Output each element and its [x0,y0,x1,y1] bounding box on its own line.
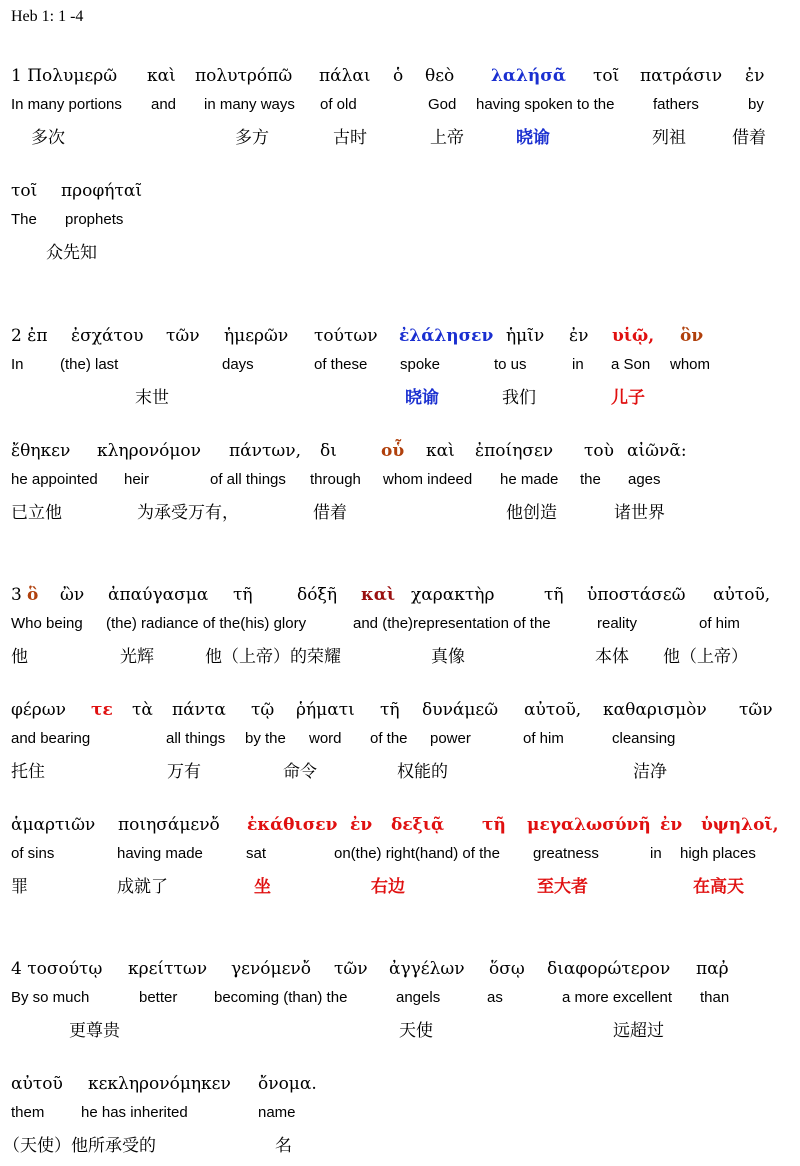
greek-word: τοῖ [11,181,38,201]
english-gloss: to us [494,356,527,373]
english-gloss: through [310,471,361,488]
greek-word: γενόμενὄ [231,959,311,979]
greek-word: ἐν [660,815,683,835]
english-gloss: in many ways [204,96,295,113]
greek-word: ἔθηκεν [11,441,71,461]
english-gloss: ages [628,471,661,488]
english-gloss: cleansing [612,730,676,747]
english-gloss: he appointed [11,471,98,488]
english-gloss: of all things [210,471,286,488]
greek-word: αὐτοῦ [11,1074,63,1094]
english-gloss: a Son [611,356,651,373]
english-gloss: than [700,989,730,1006]
greek-word: καθαρισμὸν [603,700,707,720]
chinese-gloss: 本体 [595,647,629,667]
chinese-gloss: 他 [11,647,28,667]
english-gloss: of old [320,96,357,113]
greek-word: τῆ [482,815,506,835]
chinese-gloss: 众先知 [46,243,97,263]
greek-word: δι [320,441,337,461]
greek-word: πάλαι [319,66,371,86]
greek-word: τῶν [739,700,773,720]
greek-word: θεὸ [425,66,455,86]
greek-word: ἐν [745,66,765,86]
greek-word: κληρονόμον [97,441,202,461]
greek-word: ὃ [27,585,39,605]
chinese-gloss: 晓谕 [405,388,439,408]
chinese-gloss: 天使 [399,1021,433,1041]
greek-line [0,959,800,985]
greek-word: τῷ [251,700,275,720]
greek-word: ἐκάθισεν [247,815,338,835]
greek-word: ἡμερῶν [224,326,289,346]
english-gloss: of him [699,615,740,632]
english-gloss: of the [370,730,408,747]
chinese-line [0,642,800,668]
english-gloss: word [309,730,342,747]
greek-word: δόξῆ [297,585,338,605]
chinese-gloss: 命令 [283,762,317,782]
page-heading: Heb 1: 1 -4 [11,8,84,25]
english-gloss: Who being [11,615,83,632]
english-gloss: of these [314,356,368,373]
greek-word: οὗ [381,441,405,461]
english-gloss: prophets [65,211,124,228]
chinese-gloss: 多方 [235,128,269,148]
english-gloss: reality [597,615,638,632]
chinese-gloss: 成就了 [117,877,168,897]
chinese-line [0,1131,800,1157]
greek-word: καὶ [361,585,396,605]
chinese-gloss: 万有 [167,762,201,782]
chinese-line [0,123,800,149]
greek-word: ὁ [393,66,404,86]
english-gloss: high places [680,845,756,862]
chinese-gloss: 上帝 [430,128,464,148]
chinese-gloss: 坐 [254,877,271,897]
greek-word: ἐν [350,815,373,835]
english-gloss: and [151,96,177,113]
chinese-gloss: （天使）他所承受的 [3,1136,156,1156]
english-gloss: The [11,211,37,228]
chinese-gloss: 为承受万有， [137,503,239,523]
english-line [0,1104,800,1130]
chinese-gloss: 他（上帝）的荣耀 [205,647,341,667]
english-gloss: of him [523,730,564,747]
greek-word: ὅσῳ [489,959,525,979]
greek-word: τε [91,700,113,720]
greek-word: τῆ [233,585,253,605]
greek-word: πάντα [172,700,226,720]
chinese-line [0,757,800,783]
english-gloss: whom [670,356,711,373]
greek-word: λαλήσᾶ [491,66,566,86]
chinese-gloss: 在高天 [693,877,744,897]
greek-word: καὶ [147,66,176,86]
english-gloss: By so much [11,989,90,1006]
chinese-line [0,872,800,898]
english-gloss: God [428,96,457,113]
greek-line [0,66,800,92]
english-gloss: days [222,356,254,373]
greek-word: ὢν [60,585,85,605]
english-gloss: greatness [533,845,599,862]
greek-word: 2 ἐπ [11,326,48,346]
greek-word: ῥήματι [296,700,355,720]
greek-word: τὰ [132,700,153,720]
greek-word: δυνάμεῶ [422,700,499,720]
greek-word: τοῖ [593,66,620,86]
english-gloss: spoke [400,356,441,373]
chinese-gloss: 洁净 [633,762,667,782]
greek-word: τοὺ [584,441,614,461]
chinese-line [0,383,800,409]
chinese-gloss: 更尊贵 [69,1021,120,1041]
chinese-gloss: 罪 [11,877,28,897]
english-gloss: whom indeed [383,471,473,488]
chinese-gloss: 远超过 [613,1021,664,1041]
greek-line [0,441,800,467]
english-gloss: sat [246,845,267,862]
chinese-gloss: 右边 [371,877,405,897]
chinese-gloss: 他创造 [506,503,557,523]
chinese-line [0,498,800,524]
chinese-gloss: 借着 [732,128,766,148]
english-gloss: angels [396,989,441,1006]
chinese-gloss: 他（上帝） [663,647,748,667]
english-gloss: having made [117,845,203,862]
greek-line [0,181,800,207]
greek-word: 3 [11,585,22,605]
chinese-gloss: 至大者 [537,877,588,897]
english-gloss: in [650,845,662,862]
english-line [0,615,800,641]
english-gloss: becoming (than) the [214,989,348,1006]
greek-word: τῆ [544,585,564,605]
greek-word: 1 Πολυμερῶ [11,66,118,86]
english-gloss: them [11,1104,45,1121]
greek-word: δεξιᾷ [391,815,445,835]
greek-word: καὶ [426,441,455,461]
greek-word: αἰῶνᾶ: [627,441,687,461]
greek-word: πολυτρόπῶ [195,66,293,86]
greek-word: ὄνομα. [258,1074,317,1094]
chinese-gloss: 末世 [135,388,169,408]
greek-word: ἐλάλησεν [399,326,494,346]
chinese-gloss: 儿子 [611,388,645,408]
chinese-gloss: 晓谕 [516,128,550,148]
greek-word: κεκληρονόμηκεν [88,1074,231,1094]
greek-word: ἁμαρτιῶν [11,815,96,835]
english-gloss: by the [245,730,286,747]
chinese-gloss: 托住 [11,762,45,782]
greek-word: μεγαλωσύνῆ [527,815,651,835]
english-line [0,211,800,237]
greek-word: 4 τοσούτῳ [11,959,103,979]
chinese-gloss: 我们 [502,388,536,408]
greek-word: τῶν [334,959,368,979]
english-gloss: on(the) right(hand) of the [334,845,500,862]
english-gloss: In many portions [11,96,122,113]
greek-word: τῶν [166,326,200,346]
english-gloss: in [572,356,584,373]
english-line [0,96,800,122]
english-line [0,989,800,1015]
english-gloss: heir [124,471,150,488]
greek-word: ἐν [569,326,589,346]
english-gloss: In [11,356,24,373]
chinese-gloss: 光辉 [120,647,154,667]
english-gloss: he has inherited [81,1104,188,1121]
greek-word: διαφορώτερον [547,959,671,979]
chinese-gloss: 名 [275,1136,292,1156]
greek-word: τούτων [314,326,378,346]
english-line [0,471,800,497]
english-gloss: fathers [653,96,699,113]
greek-word: προφήταῖ [61,181,143,201]
chinese-gloss: 借着 [313,503,347,523]
english-gloss: and (the)representation of the [353,615,551,632]
english-gloss: the [580,471,601,488]
greek-word: τῆ [380,700,400,720]
chinese-gloss: 多次 [31,128,65,148]
chinese-line [0,1016,800,1042]
greek-word: παῤ [696,959,729,979]
greek-word: ἐποίησεν [475,441,554,461]
english-gloss: as [487,989,503,1006]
english-gloss: and bearing [11,730,91,747]
greek-word: αὐτοῦ, [524,700,582,720]
english-gloss: he made [500,471,559,488]
english-gloss: name [258,1104,296,1121]
chinese-gloss: 古时 [333,128,367,148]
greek-word: χαρακτὴρ [411,585,495,605]
english-gloss: (the) last [60,356,119,373]
chinese-gloss: 诸世界 [614,503,665,523]
greek-line [0,815,800,841]
greek-word: ὃν [680,326,704,346]
english-gloss: all things [166,730,226,747]
english-gloss: a more excellent [562,989,673,1006]
greek-word: ἐσχάτου [71,326,144,346]
english-gloss: better [139,989,178,1006]
english-gloss: having spoken to the [476,96,615,113]
greek-word: ἀγγέλων [389,959,465,979]
english-line [0,845,800,871]
greek-line [0,1074,800,1100]
english-gloss: of sins [11,845,55,862]
greek-word: αὐτοῦ, [713,585,771,605]
greek-word: ἡμῖν [506,326,545,346]
chinese-gloss: 列祖 [652,128,686,148]
greek-line [0,326,800,352]
greek-word: ὑποστάσεῶ [587,585,686,605]
greek-line [0,585,800,611]
greek-word: ὑψηλοῖ, [701,815,779,835]
greek-word: φέρων [11,700,66,720]
chinese-gloss: 已立他 [11,503,62,523]
english-gloss: power [430,730,471,747]
chinese-gloss: 真像 [431,647,465,667]
english-gloss: by [748,96,764,113]
greek-word: κρείττων [128,959,208,979]
chinese-line [0,238,800,264]
greek-word: υἱῷ, [612,326,655,346]
greek-word: πατράσιν [640,66,723,86]
english-gloss: (the) radiance of the(his) glory [106,615,307,632]
english-line [0,730,800,756]
chinese-gloss: 权能的 [397,762,448,782]
greek-word: ἀπαύγασμα [108,585,209,605]
english-line [0,356,800,382]
greek-word: πάντων, [229,441,301,461]
greek-line [0,700,800,726]
greek-word: ποιησάμενὄ [118,815,220,835]
